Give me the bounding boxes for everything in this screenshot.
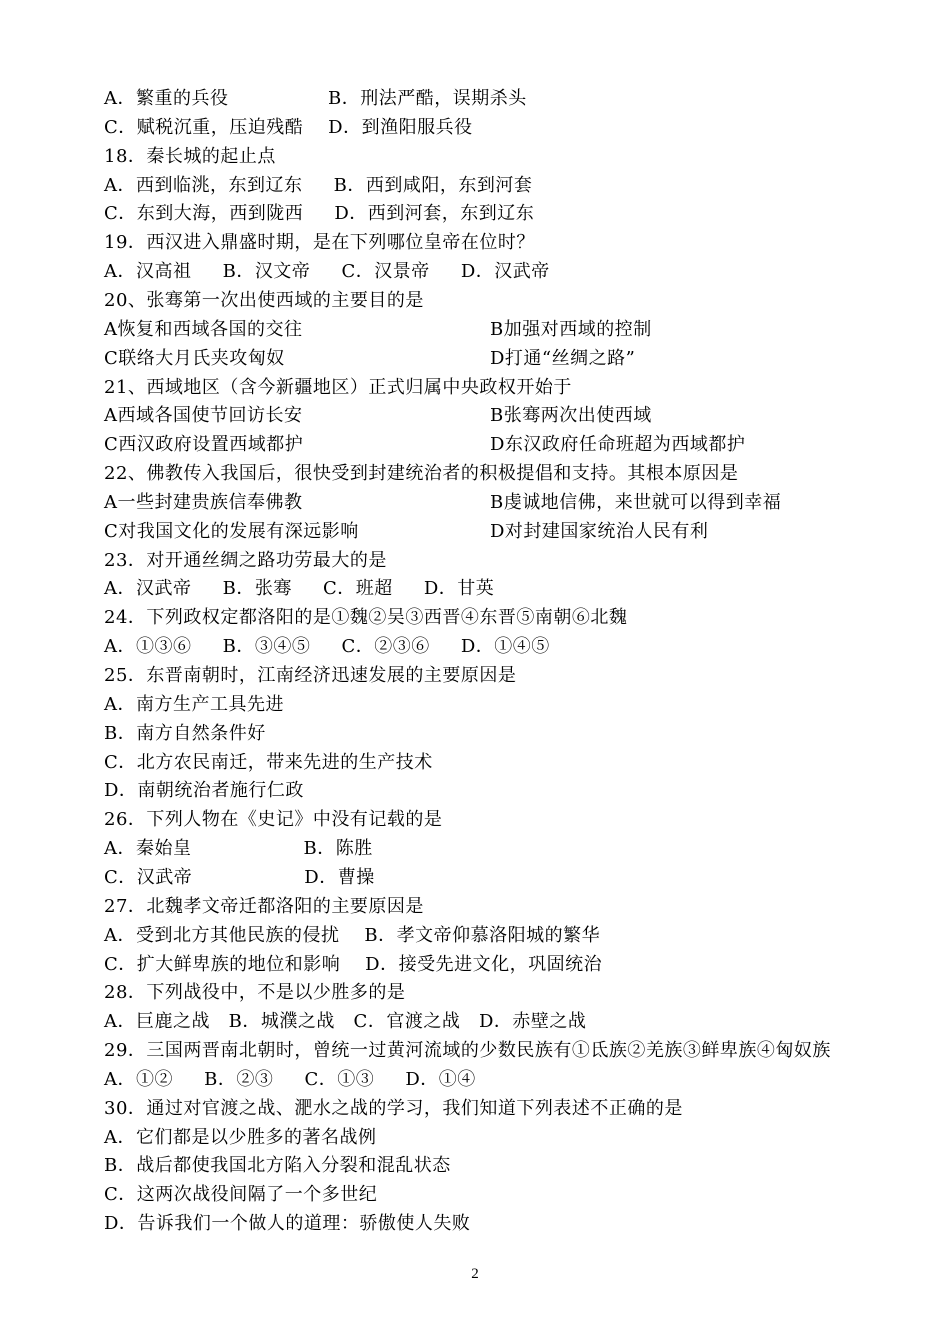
page-number: 2 (471, 1266, 479, 1282)
text-line: A西域各国使节回访长安 (104, 405, 303, 426)
text-line: B．战后都使我国北方陷入分裂和混乱状态 (104, 1155, 451, 1176)
text-line-option: B张骞两次出使西域 (490, 405, 652, 426)
text-line: 19．西汉进入鼎盛时期，是在下列哪位皇帝在位时？ (104, 232, 535, 253)
text-line-option: D打通“丝绸之路” (490, 348, 636, 369)
text-line: A．①③⑥ B．③④⑤ C．②③⑥ D．①④⑤ (104, 636, 550, 657)
text-line: 30．通过对官渡之战、淝水之战的学习，我们知道下列表述不正确的是 (104, 1098, 683, 1119)
text-line: 24．下列政权定都洛阳的是①魏②吴③西晋④东晋⑤南朝⑥北魏 (104, 607, 628, 628)
text-line: A．秦始皇 B．陈胜 (104, 838, 373, 859)
text-line: D．南朝统治者施行仁政 (104, 780, 304, 801)
text-line: C．汉武帝 D．曹操 (104, 867, 375, 888)
text-line: B．南方自然条件好 (104, 723, 266, 744)
text-line: 22、佛教传入我国后，很快受到封建统治者的积极提倡和支持。其根本原因是 (104, 463, 739, 484)
text-line: A．受到北方其他民族的侵扰 B．孝文帝仰慕洛阳城的繁华 (104, 925, 601, 946)
text-line: C．北方农民南迁，带来先进的生产技术 (104, 752, 433, 773)
text-line: 20、张骞第一次出使西域的主要目的是 (104, 290, 424, 311)
text-line: 21、西域地区（含今新疆地区）正式归属中央政权开始于 (104, 377, 572, 398)
text-line: A．①② B．②③ C．①③ D．①④ (104, 1069, 476, 1090)
text-line-option: B加强对西域的控制 (490, 319, 652, 340)
text-line: A恢复和西域各国的交往 (104, 319, 303, 340)
text-line: A．南方生产工具先进 (104, 694, 284, 715)
text-line: C．赋税沉重，压迫残酷 D．到渔阳服兵役 (104, 117, 473, 138)
text-line: 27．北魏孝文帝迁都洛阳的主要原因是 (104, 896, 424, 917)
text-line: D．告诉我们一个做人的道理：骄傲使人失败 (104, 1213, 471, 1234)
text-line: A一些封建贵族信奉佛教 (104, 492, 303, 513)
text-line: C西汉政府设置西域都护 (104, 434, 304, 455)
text-line: 23．对开通丝绸之路功劳最大的是 (104, 550, 387, 571)
text-line: A．巨鹿之战 B．城濮之战 C．官渡之战 D．赤壁之战 (104, 1011, 587, 1032)
text-line: 26．下列人物在《史记》中没有记载的是 (104, 809, 443, 830)
text-line-option: D对封建国家统治人民有利 (490, 521, 709, 542)
text-line: A．西到临洮，东到辽东 B．西到咸阳，东到河套 (104, 175, 533, 196)
text-line-option: B虔诚地信佛，来世就可以得到幸福 (490, 492, 782, 513)
text-line: C．东到大海，西到陇西 D．西到河套，东到辽东 (104, 203, 535, 224)
text-line: 25．东晋南朝时，江南经济迅速发展的主要原因是 (104, 665, 517, 686)
text-line: A．汉高祖 B．汉文帝 C．汉景帝 D．汉武帝 (104, 261, 550, 282)
text-line-option: D东汉政府任命班超为西域都护 (490, 434, 746, 455)
text-line: C．扩大鲜卑族的地位和影响 D．接受先进文化，巩固统治 (104, 954, 603, 975)
text-line: 29．三国两晋南北朝时，曾统一过黄河流域的少数民族有①氐族②羌族③鲜卑族④匈奴族 (104, 1040, 831, 1061)
text-line: C．这两次战役间隔了一个多世纪 (104, 1184, 378, 1205)
text-line: C联络大月氏夹攻匈奴 (104, 348, 285, 369)
text-line: 18．秦长城的起止点 (104, 146, 276, 167)
text-line: A．繁重的兵役 B．刑法严酷，误期杀头 (104, 88, 527, 109)
text-line: A．它们都是以少胜多的著名战例 (104, 1127, 377, 1148)
text-line: A．汉武帝 B．张骞 C．班超 D．甘英 (104, 578, 495, 599)
text-line: C对我国文化的发展有深远影响 (104, 521, 359, 542)
text-line: 28．下列战役中，不是以少胜多的是 (104, 982, 406, 1003)
